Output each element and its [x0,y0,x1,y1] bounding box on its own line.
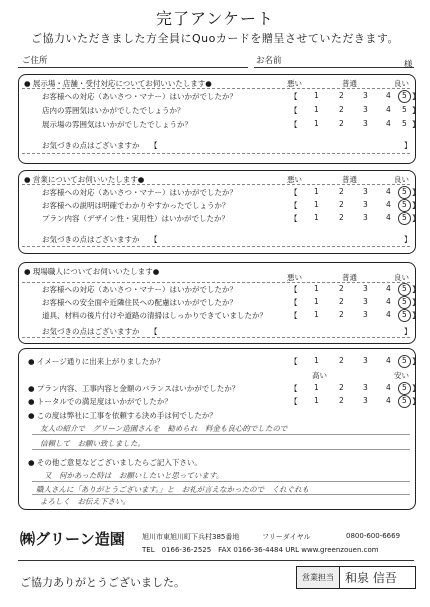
rating-option-4[interactable]: 4 [386,297,391,306]
scale-good: 良い [394,273,409,282]
rating-option-2[interactable]: 2 [339,310,344,319]
rating-option-3[interactable]: 3 [363,297,368,306]
rating-selected-circle [398,283,411,296]
rating-option-4[interactable]: 4 [386,383,391,392]
rating-option-4[interactable]: 4 [386,213,391,222]
rating-option-1[interactable]: 1 [314,297,319,306]
scale-bracket-open: 【 [290,285,298,294]
address-label: ご住所 [22,56,48,66]
section-heading: ● 営業についてお伺いいたします● [24,175,145,184]
rating-option-2[interactable]: 2 [339,297,344,306]
scale-bracket-open: 【 [290,397,298,406]
scale-bracket-close: 】 [412,384,420,393]
rating-selected-circle [398,212,411,225]
rating-option-1[interactable]: 1 [314,383,319,392]
scale-bad: 悪い [287,79,302,88]
rating-option-2[interactable]: 2 [339,213,344,222]
comment-label: お気づきの点はございますか [42,327,140,336]
scale-bracket-open: 【 [290,201,298,210]
company-logo: ㈱グリーン造園 [20,530,125,548]
rating-option-3[interactable]: 3 [363,396,368,405]
scale-bad: 悪い [287,273,302,282]
handwritten-answer: 職人さんに「ありがとうございます。」と お礼が言えなかったので くれぐれも [36,485,310,494]
final-question-1: ● イメージ通りに出来上がりましたか？ [28,357,165,366]
rating-option-1[interactable]: 1 [314,310,319,319]
handwritten-answer: 信頼して お願い致しました。 [40,439,145,448]
rating-selected-circle [398,186,411,199]
rating-selected-circle [398,382,411,395]
freedial-label: フリーダイヤル [262,533,311,541]
rating-option-4[interactable]: 4 [386,284,391,293]
rating-option-3[interactable]: 3 [363,213,368,222]
question: お客様への対応（あいさつ・マナー）はいかがでしたか？ [42,92,237,101]
rating-option-2[interactable]: 2 [339,284,344,293]
rating-option-4[interactable]: 4 [386,396,391,405]
rating-option-2[interactable]: 2 [339,356,344,365]
rating-option-5[interactable]: 5 [402,91,407,100]
handwritten-answer: 友人の紹介で グリーン造園さんを 勧められ 料金も良心的でしたので [40,424,288,433]
question: 店内の雰囲気はいかがでしたでしょうか？ [42,106,185,115]
scale-bracket-open: 【 [290,92,298,101]
scale-bracket-close: 】 [412,120,420,129]
scale-normal: 普通 [342,273,357,282]
rating-option-4[interactable]: 4 [386,91,391,100]
comment-label: お気づきの点はございますか [42,235,140,244]
rating-option-1[interactable]: 1 [314,213,319,222]
rating-option-4[interactable]: 4 [386,200,391,209]
rating-option-3[interactable]: 3 [363,187,368,196]
scale-bracket-open: 【 [290,214,298,223]
scale-good: 良い [394,175,409,184]
comment-label: お気づきの点はございますか [42,141,140,150]
scale-bracket-open: 【 [290,384,298,393]
rating-option-2[interactable]: 2 [339,119,344,128]
rating-option-2[interactable]: 2 [339,91,344,100]
rating-option-5[interactable]: 5 [402,383,407,392]
rating-option-5[interactable]: 5 [402,119,407,128]
rating-option-1[interactable]: 1 [314,396,319,405]
rating-option-5[interactable]: 5 [402,297,407,306]
rating-option-5[interactable]: 5 [402,284,407,293]
scale-bracket-close: 】 [412,285,420,294]
question: お客様への安全面や近隣住民への配慮はいかがでしたか？ [42,298,237,307]
scale-bad: 悪い [287,175,302,184]
rating-selected-circle [398,355,411,368]
section-heading: ● 現場職人についてお伺いいたします● [24,267,160,276]
scale-cheap: 安い [394,371,409,380]
rating-option-2[interactable]: 2 [339,105,344,114]
name-label: お名前 [256,56,282,66]
rating-selected-circle [398,309,411,322]
name-line[interactable] [254,67,414,68]
rating-option-5[interactable]: 5 [402,213,407,222]
rating-option-5[interactable]: 5 [402,356,407,365]
rating-option-4[interactable]: 4 [386,310,391,319]
rating-option-5[interactable]: 5 [402,200,407,209]
final-question-3: ● トータルでの満足度はいかがでしたか？ [28,397,172,406]
handwritten-answer: よろしく お伝え下さい。 [40,497,130,506]
rating-option-2[interactable]: 2 [339,396,344,405]
scale-bracket-close: 】 [412,92,420,101]
rating-option-3[interactable]: 3 [363,200,368,209]
rating-option-5[interactable]: 5 [402,105,407,114]
sales-rep-box [296,566,416,589]
scale-bracket-close: 】 [412,214,420,223]
rating-selected-circle [398,90,411,103]
rating-option-1[interactable]: 1 [314,200,319,209]
scale-high: 高い [312,371,327,380]
question: 道具、材料の後片付けや道路の清掃はしっかりできていましたか？ [42,311,267,320]
scale-bracket-close: 】 [412,311,420,320]
rating-option-3[interactable]: 3 [363,383,368,392]
rating-option-4[interactable]: 4 [386,105,391,114]
scale-bracket-open: 【 [290,106,298,115]
honorific: 様 [404,60,413,70]
freedial-number: 0800-600-6669 [346,532,401,540]
rating-option-1[interactable]: 1 [314,91,319,100]
scale-bracket-open: 【 [290,120,298,129]
scale-bracket-open: 【 [290,311,298,320]
sales-rep-label: 営業担当 [297,567,340,588]
rating-option-3[interactable]: 3 [363,284,368,293]
scale-bracket-close: 】 [412,298,420,307]
rating-option-1[interactable]: 1 [314,356,319,365]
rating-option-4[interactable]: 4 [386,356,391,365]
question: お客様への対応（あいさつ・マナー）はいかがでしたか？ [42,285,237,294]
rating-selected-circle [398,296,411,309]
scale-bracket-open: 【 [290,357,298,366]
rating-option-1[interactable]: 1 [314,284,319,293]
rating-option-3[interactable]: 3 [363,105,368,114]
rating-option-5[interactable]: 5 [402,187,407,196]
page-subtitle: ご協力いただきました方全員にQuoカードを贈呈させていただきます。 [31,32,399,45]
rating-option-1[interactable]: 1 [314,187,319,196]
rating-option-1[interactable]: 1 [314,105,319,114]
thanks-message: ご協力ありがとうございました。 [20,576,185,589]
scale-bracket-close: 】 [412,397,420,406]
question: 展示場の雰囲気はいかがでしたでしょうか？ [42,120,192,129]
rating-option-2[interactable]: 2 [339,383,344,392]
scale-bracket-open: 【 [290,298,298,307]
rating-option-2[interactable]: 2 [339,187,344,196]
rating-option-4[interactable]: 4 [386,187,391,196]
scale-good: 良い [394,79,409,88]
rating-option-3[interactable]: 3 [363,310,368,319]
company-address: 旭川市東旭川町下兵村385番地 [142,533,240,541]
rating-option-4[interactable]: 4 [386,119,391,128]
scale-bracket-close: 】 [412,357,420,366]
rating-option-3[interactable]: 3 [363,356,368,365]
handwritten-answer: 又 何かあった時は お願いしたいと思っています。 [44,471,224,480]
rating-selected-circle [398,199,411,212]
final-question-5: ● その他ご意見などございましたらご記入下さい。 [28,458,202,467]
scale-bracket-close: 】 [412,106,420,115]
scale-bracket-close: 】 [412,188,420,197]
question: お客様への説明は明確でわかりやすかったでしょうか？ [42,201,230,210]
rating-option-3[interactable]: 3 [363,91,368,100]
sales-rep-name: 和泉 信吾 [345,571,397,585]
question: プラン内容（デザイン性・実用性）はいかがでしたか？ [42,214,229,223]
rating-selected-circle [398,395,411,408]
page-title: 完了アンケート [155,9,275,28]
scale-normal: 普通 [342,79,357,88]
scale-bracket-close: 】 [412,201,420,210]
address-line[interactable] [18,67,248,68]
company-contact: TEL 0166-36-2525 FAX 0166-36-4484 URL www.greenzouen.com [142,546,379,554]
rating-option-5[interactable]: 5 [402,310,407,319]
final-question-4: ● この度は弊社に工事を依頼する決め手は何でしたか？ [28,411,217,420]
scale-bracket-open: 【 [290,188,298,197]
rating-option-3[interactable]: 3 [363,119,368,128]
rating-option-2[interactable]: 2 [339,200,344,209]
section-heading: ● 展示場・店舗・受付対応についてお伺いいたします● [24,79,212,88]
question: お客様への対応（あいさつ・マナー）はいかがでしたか？ [42,188,237,197]
final-question-2: ● プラン内容、工事内容と金額のバランスはいかがでしたか？ [28,384,240,393]
scale-normal: 普通 [342,175,357,184]
rating-option-1[interactable]: 1 [314,119,319,128]
rating-option-5[interactable]: 5 [402,396,407,405]
